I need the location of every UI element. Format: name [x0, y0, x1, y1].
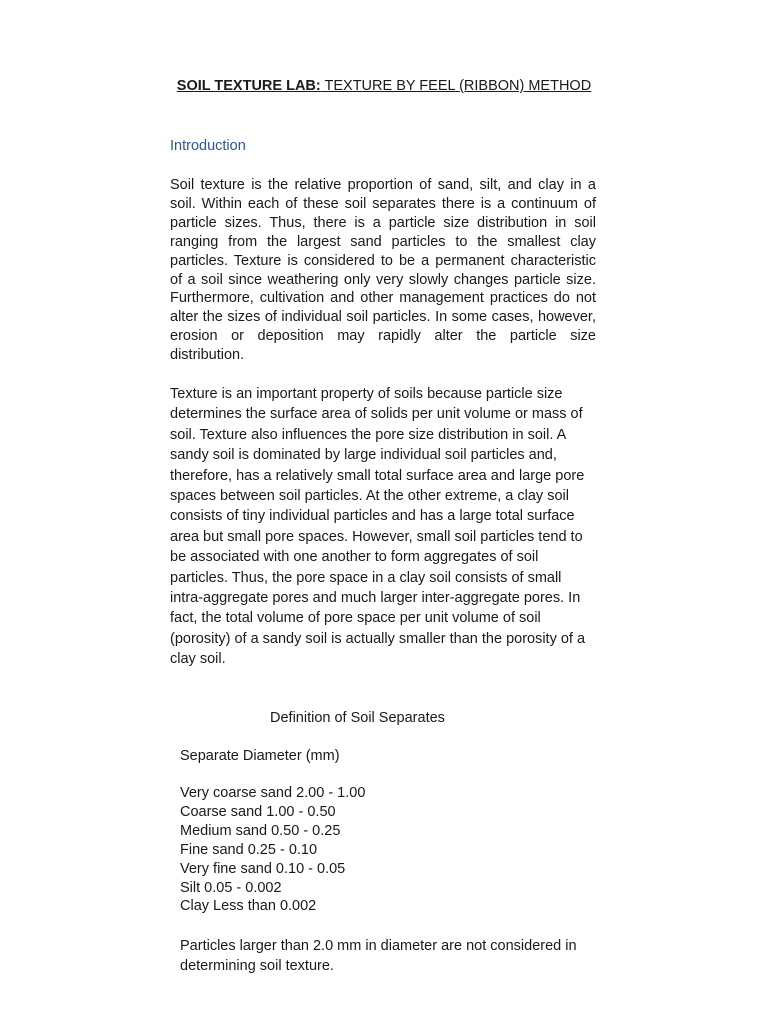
soil-separate-item: Medium sand 0.50 - 0.25: [180, 822, 341, 839]
soil-separates-header: Separate Diameter (mm): [180, 748, 340, 764]
soil-separate-item: Very fine sand 0.10 - 0.05: [180, 860, 346, 877]
soil-separate-item: Coarse sand 1.00 - 0.50: [180, 803, 336, 820]
document-title-bold: SOIL TEXTURE LAB:: [176, 78, 321, 94]
introduction-heading: Introduction: [170, 138, 246, 154]
soil-separates-title: Definition of Soil Separates: [270, 710, 445, 726]
soil-separate-item: Fine sand 0.25 - 0.10: [180, 841, 318, 858]
introduction-paragraph-1: Soil texture is the relative proportion of sand, silt, and clay in a soil. Within each of these soil separates there is a continuum of particle sizes. Thus, there is a particle size distribution in soil ranging from the largest sand particles to the smallest clay particles. Texture is considered to be a permanent characteristic of a soil since weathering only very slowly changes particle size. Furthermore, cultivation and other management practices do not alter the sizes of individual soil particles. In some cases, however, erosion or deposition may rapidly alter the particle size distribution.: [170, 177, 596, 364]
document-title-rest: TEXTURE BY FEEL (RIBBON) METHOD: [320, 78, 592, 94]
soil-separate-item: Clay Less than 0.002: [180, 898, 317, 915]
soil-separate-item: Very coarse sand 2.00 - 1.00: [180, 785, 366, 801]
soil-separate-item: Silt 0.05 - 0.002: [180, 879, 282, 896]
introduction-paragraph-2: Texture is an important property of soils because particle size determines the surface area of solids per unit volume or mass of soil. Texture also influences the pore size distribution in soil. A sandy soil is dominated by large individual soil particles and, therefore, has a relatively small total surface area and large pore spaces between soil particles. At the other extreme, a clay soil consists of tiny individual particles and has a large total surface area but small pore spaces. However, small soil particles tend to be associated with one another to form aggregates of soil particles. Thus, the pore space in a clay soil consists of small intra-aggregate pores and much larger inter-aggregate pores. In fact, the total volume of pore space per unit volume of soil (porosity) of a sandy soil is actually smaller than the porosity of a clay soil.: [170, 386, 586, 668]
document-title: [0, 76, 768, 96]
soil-separates-note: Particles larger than 2.0 mm in diameter are not considered in determining soil texture.: [180, 938, 577, 974]
soil-separates-list: [180, 784, 365, 916]
